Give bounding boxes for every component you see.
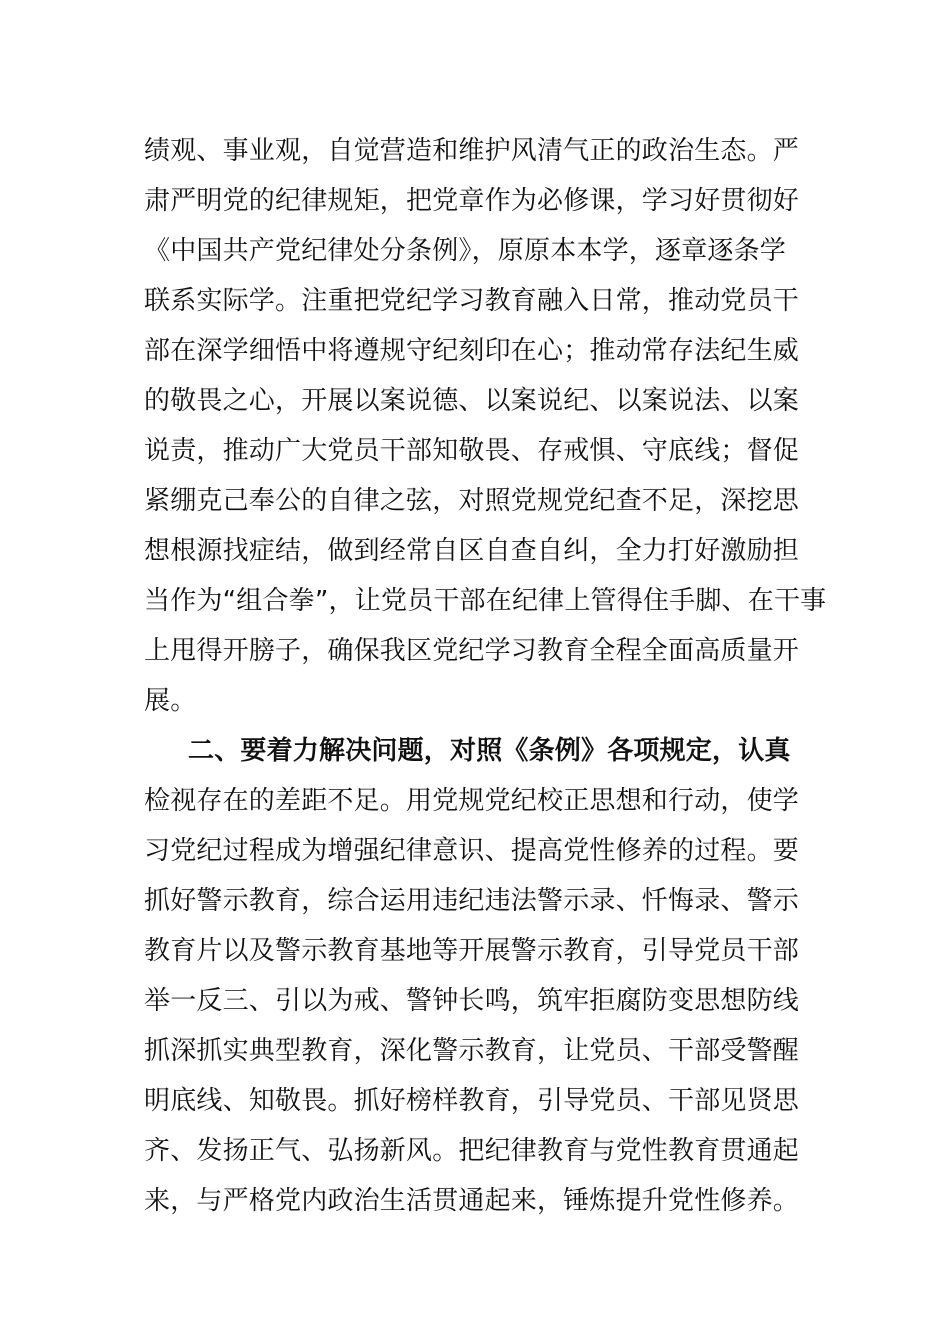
paragraph-2-line: 来，与严格党内政治生活贯通起来，锤炼提升党性修养。 bbox=[144, 1186, 800, 1216]
paragraph-1-line: 肃严明党的纪律规矩，把党章作为必修课，学习好贯彻好 bbox=[144, 186, 800, 216]
paragraph-1-line: 部在深学细悟中将遵规守纪刻印在心；推动常存法纪生威 bbox=[144, 336, 800, 366]
paragraph-1-line: 绩观、事业观，自觉营造和维护风清气正的政治生态。严 bbox=[144, 136, 800, 166]
paragraph-1-line: 的敬畏之心，开展以案说德、以案说纪、以案说法、以案 bbox=[144, 386, 800, 416]
paragraph-2-line: 明底线、知敬畏。抓好榜样教育，引导党员、干部见贤思 bbox=[144, 1086, 800, 1116]
body-text bbox=[144, 126, 827, 1226]
paragraph-1-line: 联系实际学。注重把党纪学习教育融入日常，推动党员干 bbox=[144, 286, 800, 316]
paragraph-1-line: 上甩得开膀子，确保我区党纪学习教育全程全面高质量开 bbox=[144, 636, 800, 666]
paragraph-1-line: 想根源找症结，做到经常自区自查自纠，全力打好激励担 bbox=[144, 536, 800, 566]
paragraph-1-line: 当作为“组合拳”，让党员干部在纪律上管得住手脚、在干事 bbox=[144, 586, 827, 616]
paragraph-2-line: 习党纪过程成为增强纪律意识、提高党性修养的过程。要 bbox=[144, 836, 800, 866]
paragraph-2-line: 举一反三、引以为戒、警钟长鸣，筑牢拒腐防变思想防线 bbox=[144, 986, 800, 1016]
paragraph-2-line: 抓深抓实典型教育，深化警示教育，让党员、干部受警醒 bbox=[144, 1036, 800, 1066]
paragraph-1-line: 展。 bbox=[144, 686, 197, 716]
paragraph-1-line: 紧绷克己奉公的自律之弦，对照党规党纪查不足，深挖思 bbox=[144, 486, 800, 516]
paragraph-2-line: 教育片以及警示教育基地等开展警示教育，引导党员干部 bbox=[144, 936, 800, 966]
paragraph-2-line: 齐、发扬正气、弘扬新风。把纪律教育与党性教育贯通起 bbox=[144, 1136, 800, 1166]
paragraph-2-line: 检视存在的差距不足。用党规党纪校正思想和行动，使学 bbox=[144, 786, 800, 816]
paragraph-2-line: 抓好警示教育，综合运用违纪违法警示录、忏悔录、警示 bbox=[144, 886, 800, 916]
paragraph-1-line: 《中国共产党纪律处分条例》，原原本本学，逐章逐条学 bbox=[144, 236, 787, 266]
section-2-heading: 二、要着力解决问题，对照《条例》各项规定，认真 bbox=[188, 736, 791, 766]
paragraph-1-line: 说责，推动广大党员干部知敬畏、存戒惧、守底线；督促 bbox=[144, 436, 800, 466]
